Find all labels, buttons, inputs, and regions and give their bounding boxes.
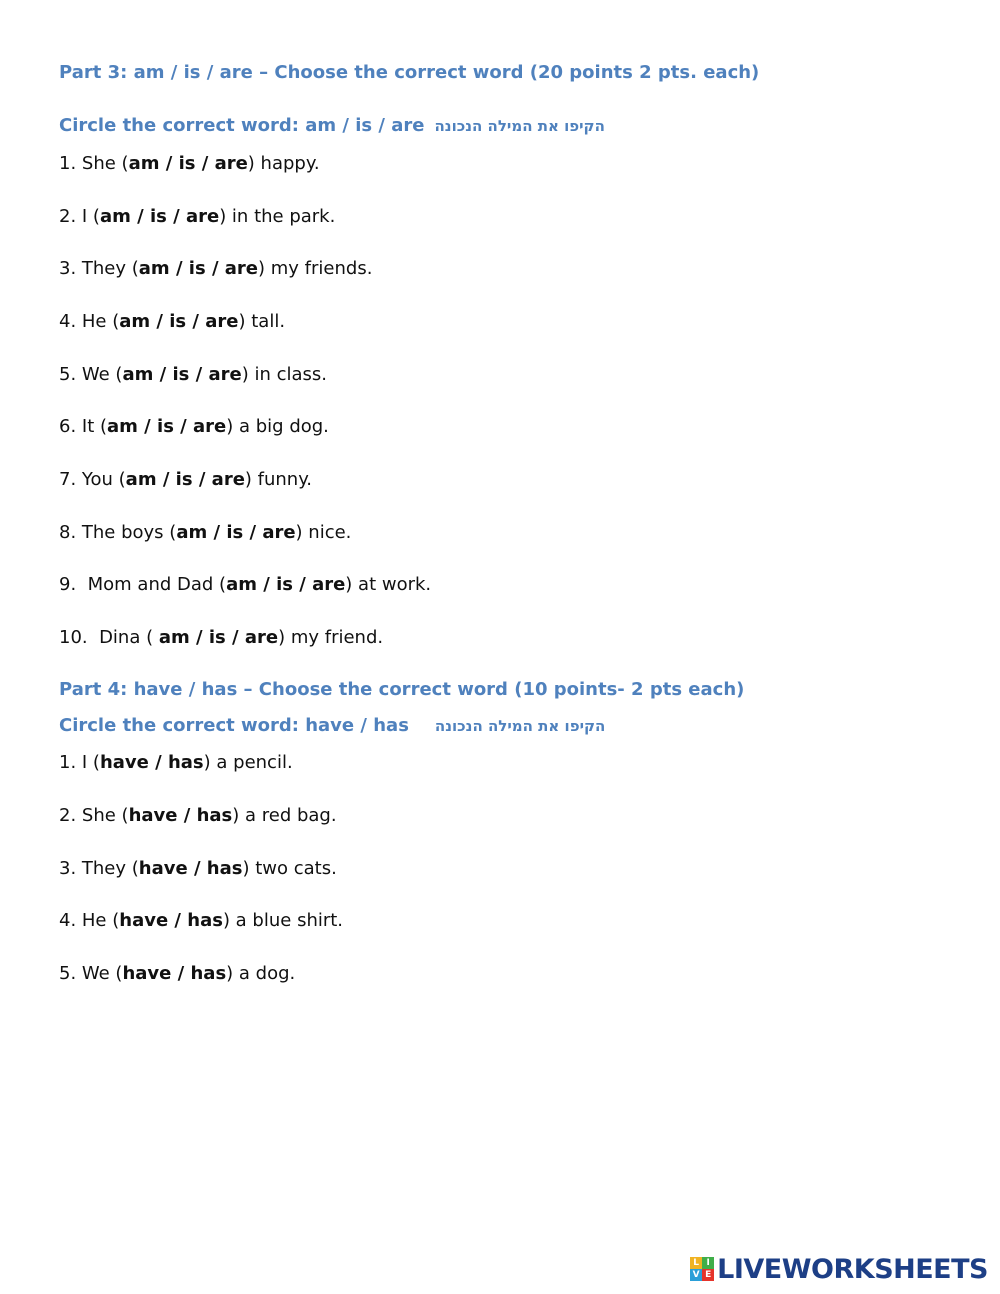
part4-instruction-hebrew: הקיפו את המילה הנכונה (434, 717, 606, 735)
item-prefix: 5. We ( (59, 364, 123, 385)
item-suffix: ) nice. (295, 522, 352, 543)
item-prefix: 5. We ( (59, 963, 123, 984)
part3-item-4 (59, 311, 285, 332)
item-choice[interactable]: have / has (138, 858, 243, 879)
part3-item-9 (59, 574, 431, 595)
item-suffix: ) a big dog. (226, 416, 329, 437)
item-choice[interactable]: am / is / are (226, 574, 346, 595)
item-choice[interactable]: am / is / are (122, 364, 242, 385)
part3-item-7 (59, 469, 312, 490)
liveworksheets-logo-icon (690, 1257, 714, 1281)
item-suffix: ) at work. (345, 574, 432, 595)
item-suffix: ) happy. (247, 153, 320, 174)
item-prefix: 3. They ( (59, 858, 139, 879)
part3-item-6 (59, 416, 329, 437)
item-choice[interactable]: am / is / are (176, 522, 296, 543)
item-prefix: 1. She ( (59, 153, 129, 174)
part4-instruction (59, 715, 605, 736)
part3-item-5 (59, 364, 327, 385)
part3-instruction-text: Circle the correct word: am / is / are (59, 115, 425, 136)
item-choice[interactable]: am / is / are (128, 153, 248, 174)
item-prefix: 10. Dina ( (59, 627, 159, 648)
item-choice[interactable]: am / is / are (125, 469, 245, 490)
liveworksheets-logo (690, 1253, 988, 1285)
logo-mark-letter: E (702, 1269, 714, 1281)
item-prefix: 7. You ( (59, 469, 126, 490)
item-choice[interactable]: have / has (99, 752, 204, 773)
item-choice[interactable]: have / has (128, 805, 233, 826)
item-suffix: ) in the park. (219, 206, 336, 227)
part3-item-2 (59, 206, 335, 227)
item-suffix: ) two cats. (242, 858, 337, 879)
item-prefix: 4. He ( (59, 910, 120, 931)
item-suffix: ) funny. (244, 469, 313, 490)
part3-instruction (59, 115, 605, 136)
part3-item-3 (59, 258, 372, 279)
item-suffix: ) a pencil. (203, 752, 293, 773)
part3-item-1 (59, 153, 320, 174)
item-suffix: ) in class. (241, 364, 327, 385)
part3-title: Part 3: am / is / are – Choose the correct word (20 points 2 pts. each) (59, 62, 760, 83)
item-suffix: ) a dog. (226, 963, 296, 984)
part4-title: Part 4: have / has – Choose the correct word (10 points- 2 pts each) (59, 679, 745, 700)
item-prefix: 1. I ( (59, 752, 100, 773)
item-prefix: 2. I ( (59, 206, 100, 227)
item-suffix: ) my friends. (258, 258, 373, 279)
part4-instruction-text: Circle the correct word: have / has (59, 715, 409, 736)
item-prefix: 6. It ( (59, 416, 108, 437)
logo-text: LIVEWORKSHEETS (717, 1253, 988, 1285)
part4-item-5 (59, 963, 295, 984)
part4-item-3 (59, 858, 337, 879)
item-prefix: 8. The boys ( (59, 522, 177, 543)
item-choice[interactable]: am / is / are (99, 206, 220, 227)
item-suffix: ) tall. (238, 311, 286, 332)
item-prefix: 4. He ( (59, 311, 120, 332)
item-choice[interactable]: am / is / are (138, 258, 259, 279)
item-choice[interactable]: am / is / are (158, 627, 279, 648)
item-choice[interactable]: have / has (122, 963, 227, 984)
part3-instruction-hebrew: הקיפו את המילה הנכונה (434, 117, 605, 135)
item-choice[interactable]: am / is / are (119, 311, 239, 332)
logo-mark-letter: I (702, 1257, 714, 1269)
logo-mark-letter: V (690, 1269, 702, 1281)
item-suffix: ) a red bag. (232, 805, 337, 826)
part3-item-8 (59, 522, 351, 543)
logo-mark-letter: L (690, 1257, 702, 1269)
item-prefix: 3. They ( (59, 258, 139, 279)
part4-item-1 (59, 752, 293, 773)
part4-item-2 (59, 805, 337, 826)
part3-item-10 (59, 627, 383, 648)
item-suffix: ) my friend. (278, 627, 384, 648)
item-suffix: ) a blue shirt. (222, 910, 344, 931)
item-prefix: 2. She ( (59, 805, 129, 826)
item-prefix: 9. Mom and Dad ( (59, 574, 227, 595)
part4-item-4 (59, 910, 343, 931)
item-choice[interactable]: have / has (119, 910, 223, 931)
item-choice[interactable]: am / is / are (107, 416, 227, 437)
